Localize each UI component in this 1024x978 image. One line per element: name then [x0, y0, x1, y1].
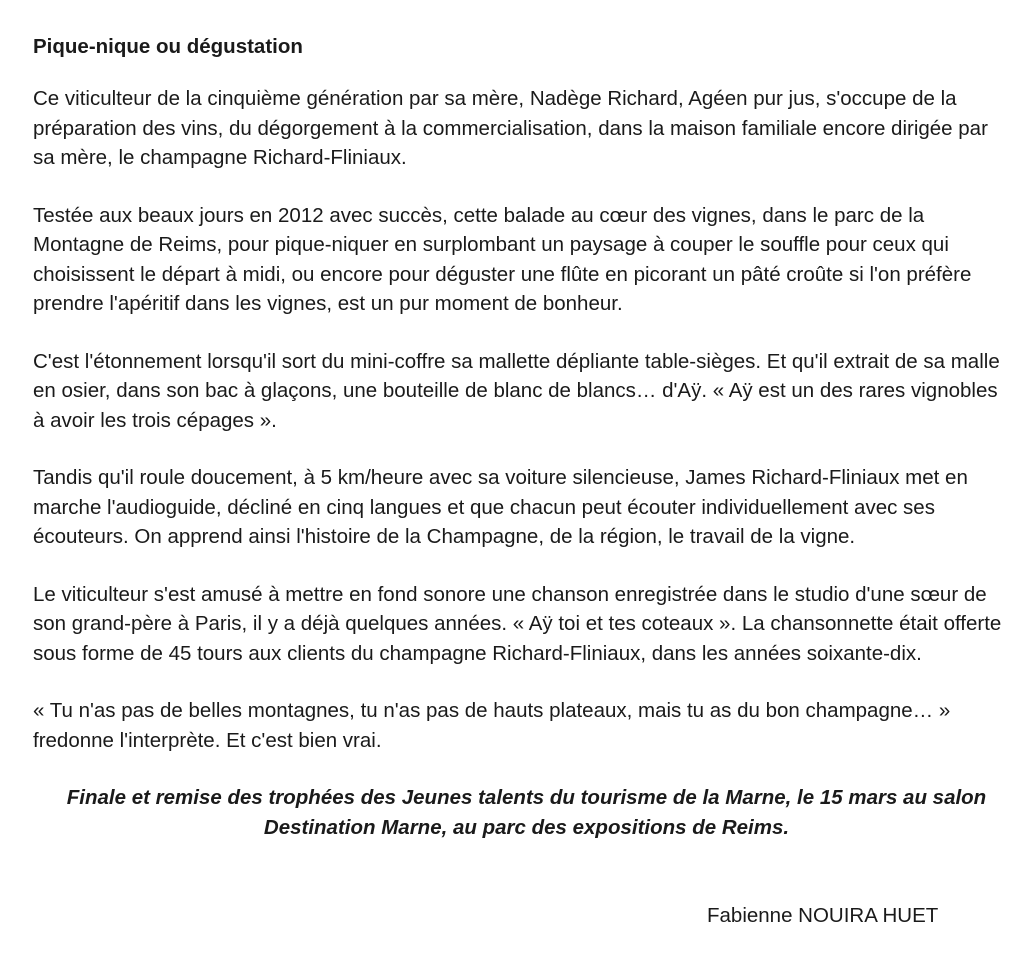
- paragraph-chanson: Le viticulteur s'est amusé à mettre en fond sonore une chanson enregistrée dans le studio d'une sœur de son grand-père à Paris, il y a déjà quelques années. « Aÿ toi et tes coteaux ». La chansonnette était offerte sous forme de 45 tours aux clients du champagne Richard-Fliniaux, dans les années soixante-dix.: [33, 582, 1002, 665]
- paragraph-mallette: C'est l'étonnement lorsqu'il sort du mini-coffre sa mallette dépliante table-sièges. Et qu'il extrait de sa malle en osier, dans son bac à glaçons, une bouteille de blanc de blancs… d'Aÿ. « Aÿ est un des rares vignobles à avoir les trois cépages ».: [33, 349, 1000, 432]
- article: [33, 32, 1008, 842]
- paragraph-balade: Testée aux beaux jours en 2012 avec succès, cette balade au cœur des vignes, dans le parc de la Montagne de Reims, pour pique-niquer en surplombant un paysage à couper le souffle pour ceux qui choisissent le départ à midi, ou encore pour déguster une flûte en picorant un pâté croûte si l'on préfère prendre l'apéritif dans les vignes, est un pur moment de bonheur.: [33, 203, 972, 315]
- author-signature: Fabienne NOUIRA HUET: [707, 904, 939, 927]
- paragraph-intro: Ce viticulteur de la cinquième génération par sa mère, Nadège Richard, Agéen pur jus, s'occupe de la préparation des vins, du dégorgement à la commercialisation, dans la maison familiale encore dirigée par sa mère, le champagne Richard-Fliniaux.: [33, 87, 988, 169]
- event-note: Finale et remise des trophées des Jeunes talents du tourisme de la Marne, le 15 mars au salon Destination Marne, au parc des expositions de Reims.: [66, 786, 987, 839]
- paragraph-audioguide: Tandis qu'il roule doucement, à 5 km/heure avec sa voiture silencieuse, James Richard-Fliniaux met en marche l'audioguide, décliné en cinq langues et que chacun peut écouter individuellement avec ses écouteurs. On apprend ainsi l'histoire de la Champagne, de la région, le travail de la vigne.: [33, 466, 968, 548]
- article-heading: Pique-nique ou dégustation: [33, 35, 303, 58]
- paragraph-refrain: « Tu n'as pas de belles montagnes, tu n'as pas de hauts plateaux, mais tu as du bon champagne… » fredonne l'interprète. Et c'est bien vrai.: [33, 699, 951, 752]
